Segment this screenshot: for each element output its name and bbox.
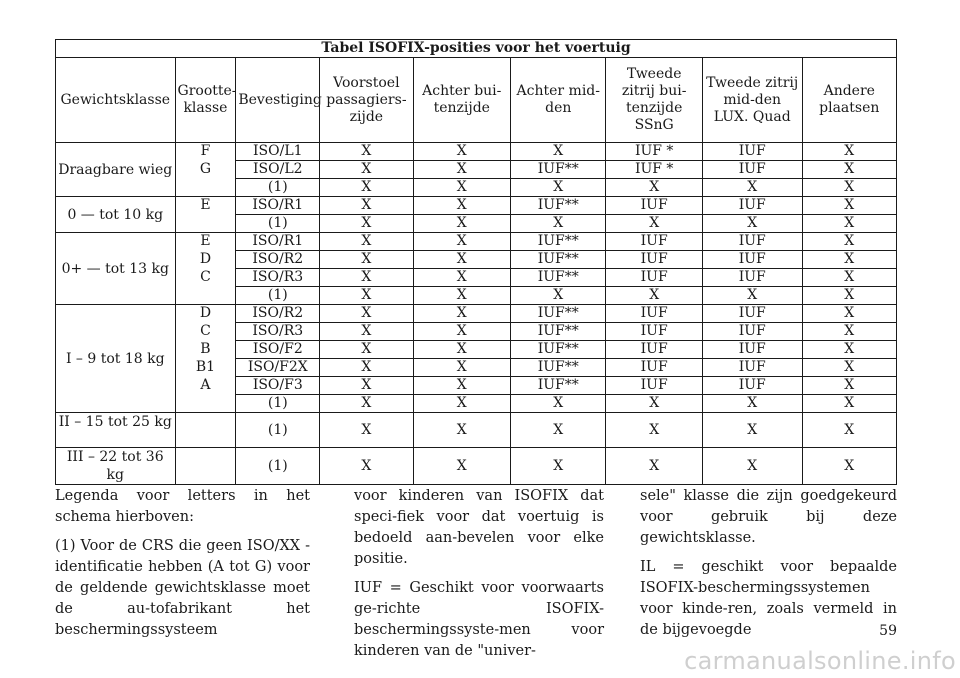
table-cell: IUF: [702, 341, 802, 359]
table-cell: IUF**: [511, 269, 606, 287]
table-cell: IUF: [702, 233, 802, 251]
table-cell: X: [320, 215, 413, 233]
table-row: [56, 269, 897, 287]
table-cell: X: [413, 413, 511, 448]
table-cell: X: [413, 197, 511, 215]
table-cell: X: [511, 395, 606, 413]
table-cell: D: [175, 305, 236, 323]
table-cell: (1): [236, 413, 320, 448]
table-cell: [175, 395, 236, 413]
table-cell: F: [175, 143, 236, 161]
table-cell: IUF *: [606, 161, 702, 179]
table-cell: X: [320, 197, 413, 215]
table-cell: X: [413, 233, 511, 251]
table-cell: (1): [236, 448, 320, 485]
table-cell: X: [802, 395, 896, 413]
weight-class-cell: 0 — tot 10 kg: [56, 197, 176, 233]
table-cell: [175, 413, 236, 448]
column-header: Andere plaatsen: [802, 58, 896, 143]
table-cell: (1): [236, 395, 320, 413]
table-cell: X: [320, 323, 413, 341]
table-cell: IUF**: [511, 359, 606, 377]
table-cell: X: [413, 269, 511, 287]
table-cell: [175, 287, 236, 305]
table-cell: X: [413, 305, 511, 323]
text-column-3: [640, 486, 897, 649]
table-cell: X: [413, 341, 511, 359]
table-cell: X: [320, 233, 413, 251]
table-cell: X: [511, 215, 606, 233]
table-cell: X: [511, 179, 606, 197]
table-cell: X: [802, 215, 896, 233]
table-cell: IUF**: [511, 197, 606, 215]
table-cell: X: [802, 413, 896, 448]
table-cell: X: [320, 377, 413, 395]
weight-class-cell: III – 22 tot 36 kg: [56, 448, 176, 485]
table-row: [56, 413, 897, 448]
table-cell: X: [802, 341, 896, 359]
table-cell: E: [175, 233, 236, 251]
table-cell: ISO/R1: [236, 197, 320, 215]
table-cell: C: [175, 323, 236, 341]
table-cell: X: [802, 323, 896, 341]
table-cell: IUF**: [511, 377, 606, 395]
table-cell: IUF: [606, 377, 702, 395]
table-cell: IUF**: [511, 323, 606, 341]
table-cell: X: [511, 287, 606, 305]
table-cell: X: [320, 341, 413, 359]
table-cell: IUF: [702, 161, 802, 179]
column-header: Grootte-klasse: [175, 58, 236, 143]
table-cell: X: [606, 395, 702, 413]
table-cell: C: [175, 269, 236, 287]
table-cell: [175, 215, 236, 233]
table-cell: [175, 179, 236, 197]
table-cell: X: [413, 215, 511, 233]
table-row: [56, 395, 897, 413]
table-row: [56, 251, 897, 269]
table-cell: B: [175, 341, 236, 359]
table-row: [56, 161, 897, 179]
table-cell: X: [802, 233, 896, 251]
table-cell: ISO/R3: [236, 323, 320, 341]
table-cell: X: [606, 287, 702, 305]
table-cell: IUF: [606, 323, 702, 341]
table-cell: IUF: [606, 197, 702, 215]
table-cell: IUF: [606, 251, 702, 269]
table-cell: X: [702, 287, 802, 305]
text-column-2: [354, 486, 604, 670]
table-cell: X: [413, 179, 511, 197]
header-row: [56, 58, 897, 143]
table-cell: X: [802, 197, 896, 215]
legend-note-1: (1) Voor de CRS die geen ISO/XX -identificatie hebben (A tot G) voor de geldende gewichtsklasse moet de au-tofabrikant het beschermingssysteem: [55, 538, 310, 638]
table-cell: X: [802, 179, 896, 197]
table-cell: X: [413, 359, 511, 377]
table-cell: X: [802, 269, 896, 287]
weight-class-cell: I – 9 tot 18 kg: [56, 305, 176, 413]
column-header: Achter mid-den: [511, 58, 606, 143]
table-cell: IUF: [702, 359, 802, 377]
table-cell: IUF: [606, 269, 702, 287]
table-cell: IUF: [702, 197, 802, 215]
table-cell: X: [802, 161, 896, 179]
table-cell: X: [802, 305, 896, 323]
table-cell: IUF: [606, 305, 702, 323]
table-cell: X: [802, 377, 896, 395]
table-row: [56, 179, 897, 197]
table-title: Tabel ISOFIX-posities voor het voertuig: [56, 40, 897, 58]
table-cell: B1: [175, 359, 236, 377]
table-cell: X: [413, 143, 511, 161]
table-cell: IUF: [702, 305, 802, 323]
table-cell: X: [413, 323, 511, 341]
legend-note-1-cont: voor kinderen van ISOFIX dat speci-fiek voor dat voertuig is bedoeld aan-bevelen voor elke positie.: [354, 488, 604, 567]
table-cell: X: [606, 215, 702, 233]
table-cell: IUF *: [606, 143, 702, 161]
table-cell: X: [320, 251, 413, 269]
legend-heading: Legenda voor letters in het schema hierboven:: [55, 488, 310, 525]
text-column-1: [55, 486, 310, 649]
weight-class-cell: 0+ — tot 13 kg: [56, 233, 176, 305]
weight-class-cell: II – 15 tot 25 kg: [56, 413, 176, 448]
table-cell: X: [702, 395, 802, 413]
table-row: [56, 377, 897, 395]
isofix-table: [55, 39, 897, 485]
table-cell: IUF**: [511, 233, 606, 251]
column-header: Tweede zitrij bui-tenzijde SSnG: [606, 58, 702, 143]
table-row: [56, 287, 897, 305]
table-cell: X: [320, 161, 413, 179]
table-cell: E: [175, 197, 236, 215]
table-cell: ISO/L1: [236, 143, 320, 161]
table-cell: X: [413, 448, 511, 485]
weight-class-cell: Draagbare wieg: [56, 143, 176, 197]
table-cell: X: [802, 448, 896, 485]
table-cell: X: [413, 377, 511, 395]
legend-iuf-cont: sele" klasse die zijn goedgekeurd voor gebruik bij deze gewichtsklasse.: [640, 488, 897, 546]
table-cell: X: [511, 448, 606, 485]
legend-il: IL = geschikt voor bepaalde ISOFIX-beschermingssystemen voor kinde-ren, zoals vermeld in de bijgevoegde: [640, 559, 897, 638]
table-cell: X: [702, 215, 802, 233]
table-cell: IUF: [702, 251, 802, 269]
table-cell: X: [511, 413, 606, 448]
table-cell: X: [320, 143, 413, 161]
table-cell: IUF: [606, 341, 702, 359]
table-cell: IUF: [702, 323, 802, 341]
table-row: [56, 323, 897, 341]
table-cell: ISO/F3: [236, 377, 320, 395]
table-cell: ISO/R2: [236, 251, 320, 269]
table-row: [56, 143, 897, 161]
table-cell: IUF: [702, 377, 802, 395]
table-cell: IUF: [702, 143, 802, 161]
table-cell: X: [511, 143, 606, 161]
table-cell: (1): [236, 287, 320, 305]
table-cell: X: [413, 251, 511, 269]
table-cell: IUF: [606, 233, 702, 251]
legend-iuf: IUF = Geschikt voor voorwaarts ge-richte ISOFIX-beschermingssyste-men voor kinderen van de "univer-: [354, 580, 604, 659]
table-cell: X: [320, 269, 413, 287]
table-cell: X: [320, 413, 413, 448]
table-cell: X: [320, 395, 413, 413]
table-cell: X: [320, 359, 413, 377]
table-cell: X: [606, 448, 702, 485]
page-number: 59: [879, 623, 897, 639]
column-header: Bevestiging: [236, 58, 320, 143]
table-cell: X: [702, 448, 802, 485]
table-cell: X: [802, 287, 896, 305]
table-cell: IUF**: [511, 305, 606, 323]
table-cell: IUF: [702, 269, 802, 287]
table-cell: A: [175, 377, 236, 395]
column-header: Achter bui-tenzijde: [413, 58, 511, 143]
column-header: Tweede zitrij mid-den LUX. Quad: [702, 58, 802, 143]
table-cell: IUF**: [511, 341, 606, 359]
table-cell: X: [802, 251, 896, 269]
table-cell: X: [702, 413, 802, 448]
table-cell: X: [320, 179, 413, 197]
table-cell: X: [702, 179, 802, 197]
table-row: [56, 359, 897, 377]
table-cell: [175, 448, 236, 485]
table-cell: ISO/R3: [236, 269, 320, 287]
table-cell: D: [175, 251, 236, 269]
table-row: [56, 197, 897, 215]
table-cell: (1): [236, 179, 320, 197]
table-cell: ISO/R1: [236, 233, 320, 251]
table-cell: ISO/F2: [236, 341, 320, 359]
table-cell: X: [413, 395, 511, 413]
table-cell: IUF**: [511, 251, 606, 269]
table-cell: X: [413, 161, 511, 179]
watermark: carmanualsonline.info: [684, 647, 956, 675]
table-cell: ISO/L2: [236, 161, 320, 179]
table-cell: G: [175, 161, 236, 179]
table-cell: X: [413, 287, 511, 305]
table-cell: ISO/F2X: [236, 359, 320, 377]
column-header: Voorstoel passagiers-zijde: [320, 58, 413, 143]
table-cell: X: [320, 287, 413, 305]
table-cell: X: [606, 179, 702, 197]
table-cell: X: [320, 305, 413, 323]
table-cell: X: [320, 448, 413, 485]
table-row: [56, 215, 897, 233]
table-cell: (1): [236, 215, 320, 233]
table-row: [56, 305, 897, 323]
table-cell: IUF: [606, 359, 702, 377]
table-cell: X: [802, 143, 896, 161]
column-header: Gewichtsklasse: [56, 58, 176, 143]
table-row: [56, 448, 897, 485]
table-cell: IUF**: [511, 161, 606, 179]
table-row: [56, 233, 897, 251]
table-cell: X: [606, 413, 702, 448]
table-row: [56, 341, 897, 359]
table-cell: X: [802, 359, 896, 377]
table-cell: ISO/R2: [236, 305, 320, 323]
table-body: [56, 143, 897, 485]
